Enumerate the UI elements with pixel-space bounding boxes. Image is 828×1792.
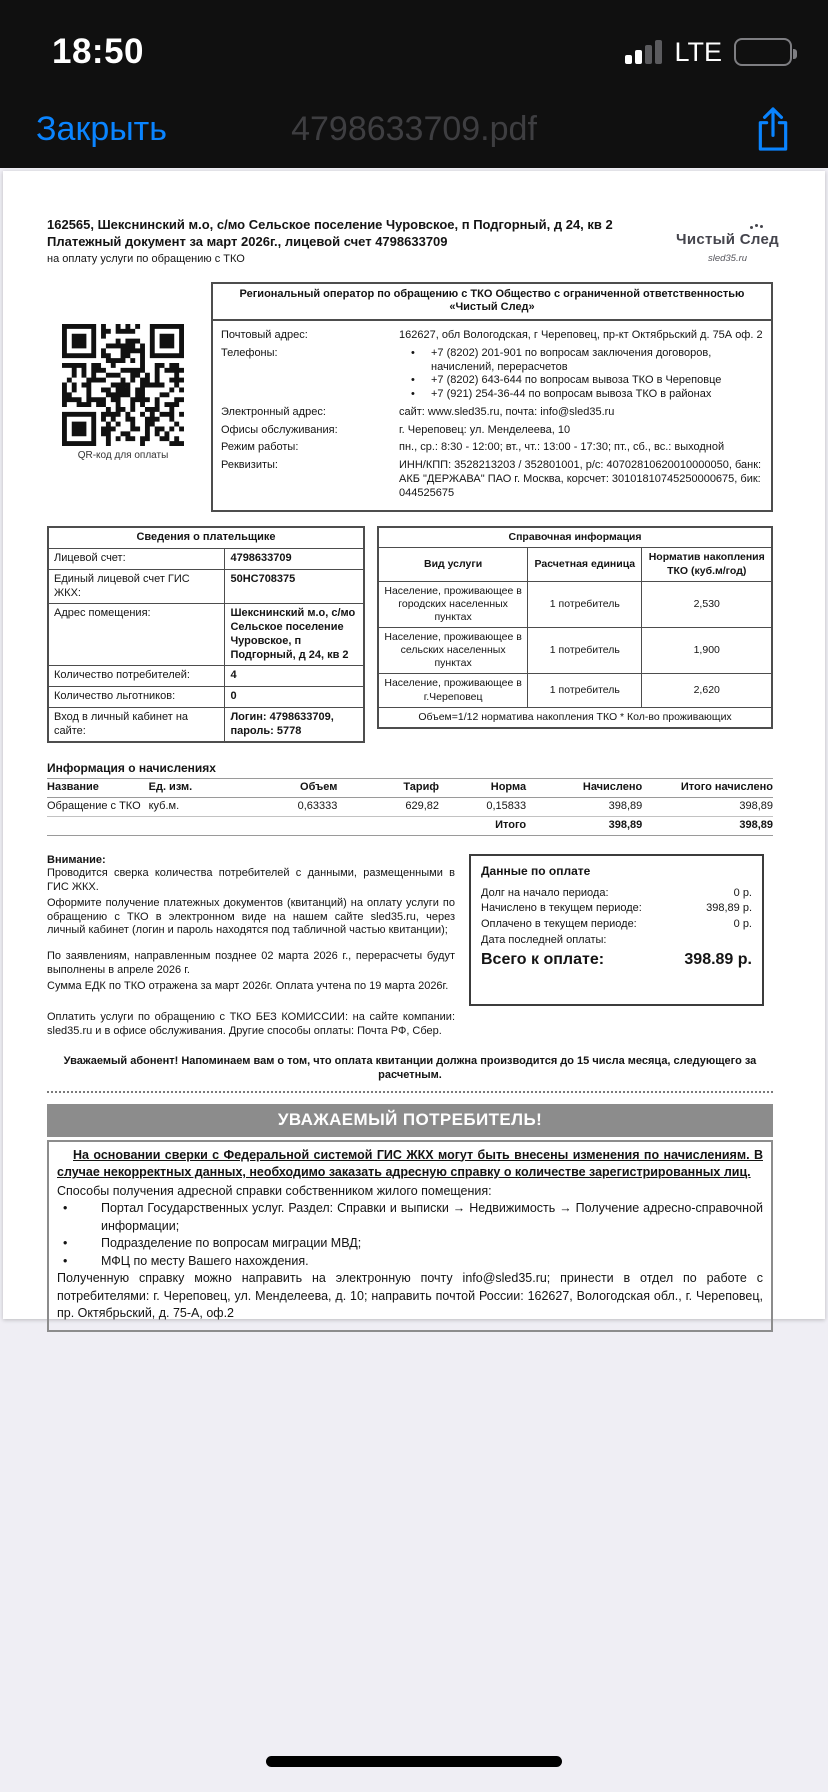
battery-icon (734, 38, 792, 66)
payment-note: Оплатить услуги по обращению с ТКО БЕЗ КОМИССИИ: на сайте компании: sled35.ru и в офисе обслуживания. Другие способы оплаты: Почта РФ, Сбер. (47, 1011, 455, 1038)
attention-title: Внимание: (47, 853, 106, 866)
table-row: Адрес помещения: Шекснинский м.о, с/мо Сельское поселение Чуровское, п Подгорный, д 24, кв 2 (48, 604, 364, 666)
email-value: сайт: www.sled35.ru, почта: info@sled35.ru (399, 405, 615, 418)
table-row: Количество льготников: 0 (48, 687, 364, 708)
postal-value: 162627, обл Вологодская, г Череповец, пр-кт Октябрьский д. 75А оф. 2 (399, 329, 763, 342)
notice-bullet: • Портал Государственных услуг. Раздел: Справки и выписки → Недвижимость → Получение адресно-справочной информации; (57, 1200, 763, 1235)
table-row: Обращение с ТКО куб.м. 0,63333 629,82 0,15833 398,89 398,89 (47, 798, 773, 817)
attention-paragraph: Оформите получение платежных документов (квитанций) на оплату услуги по обращению с ТКО в электронном виде на нашем сайте sled35.ru, через личный кабинет (логин и пароль находятся под табличной частью квитанции); (47, 896, 455, 937)
logo-site: sled35.ru (707, 252, 748, 264)
document-title: 4798633709.pdf (291, 109, 537, 148)
table-row: Лицевой счет: 4798633709 (48, 549, 364, 570)
attention-paragraph: По заявлениям, направленным позднее 02 марта 2026 г., перерасчеты будут выполнены в апреле 2026 г. (47, 950, 455, 976)
notice-lead: На основании сверки с Федеральной системой ГИС ЖКХ могут быть внесены изменения по начислениям. В случае некорректных данных, необходимо заказать адресную справку о количестве зарегистрированных лиц. (57, 1147, 763, 1180)
total-due-value: 398.89 р. (684, 951, 752, 969)
status-bar (0, 0, 828, 90)
network-type-label: LTE (674, 36, 722, 67)
table-footnote-row: Объем=1/12 норматива накопления ТКО * Кол-во проживающих (378, 707, 772, 728)
info-tables (47, 526, 773, 743)
payer-table (47, 526, 365, 743)
offices-value: г. Череповец: ул. Менделеева, 10 (399, 423, 571, 436)
reference-table (377, 526, 773, 729)
document-header (47, 217, 779, 267)
payment-row: Начислено в текущем периоде: 398,89 р. (481, 902, 752, 915)
company-logo (676, 231, 779, 265)
status-icons (625, 37, 792, 68)
table-row: Население, проживающее в сельских населенных пунктах 1 потребитель 1,900 (378, 628, 772, 674)
reference-title: Справочная информация (378, 527, 772, 548)
payment-row: Долг на начало периода: 0 р. (481, 886, 752, 899)
phone-item: • +7 (921) 254-36-44 по вопросам вывоза ТКО в районах (399, 388, 763, 402)
attention-block (47, 854, 455, 1041)
table-row: Вход в личный кабинет на сайте: Логин: 4798633709, пароль: 5778 (48, 707, 364, 742)
notice-bullet: • МФЦ по месту Вашего нахождения. (57, 1253, 763, 1271)
notice-footer: Полученную справку можно направить на электронную почту info@sled35.ru; принести в отдел по работе с потребителями: г. Череповец, ул. Менделеева, д. 10; направить почтой России: 162627, Вологодская обл., г. Череповец, пр. Октябрьский, д. 75-А, оф.2 (57, 1271, 763, 1321)
payment-row: Дата последней оплаты: (481, 934, 607, 947)
payer-title: Сведения о плательщике (48, 527, 364, 548)
accruals-table (47, 778, 773, 835)
operator-info-table (211, 282, 773, 513)
payment-doc-line: Платежный документ за март 2026г., лицевой счет 4798633709 (47, 233, 448, 249)
qr-caption: QR-код для оплаты (77, 449, 169, 461)
email-label: Электронный адрес: (221, 405, 326, 418)
share-button[interactable] (754, 104, 792, 154)
requisites-value: ИНН/КПП: 3528213203 / 352801001, р/с: 40702810620010000050, банк: АКБ "ДЕРЖАВА" ПАО г. Москва, корсчет: 30101810745250000675, бик: 044525675 (399, 459, 762, 499)
table-row: Население, проживающее в г.Череповец 1 потребитель 2,620 (378, 674, 772, 707)
table-row: Количество потребителей: 4 (48, 666, 364, 687)
phones-list (399, 347, 763, 402)
total-due: Всего к оплате: 398.89 р. (481, 951, 752, 969)
notice-ways-title: Способы получения адресной справки собственником жилого помещения: (57, 1183, 492, 1198)
table-row: Население, проживающее в городских населенных пунктах 1 потребитель 2,530 (378, 581, 772, 627)
attention-payment-section (47, 854, 773, 1041)
payment-title: Данные по оплате (481, 863, 591, 878)
requisites-label: Реквизиты: (221, 459, 278, 472)
notice-bullet: • Подразделение по вопросам миграции МВД; (57, 1235, 763, 1253)
consumer-banner: УВАЖАЕМЫЙ ПОТРЕБИТЕЛЬ! (47, 1104, 773, 1136)
recipient-address: 162565, Шекснинский м.о, с/мо Сельское поселение Чуровское, п Подгорный, д 24, кв 2 (47, 217, 613, 232)
totals-row: Итого 398,89 398,89 (47, 816, 773, 835)
service-line: на оплату услуги по обращению с ТКО (47, 252, 245, 265)
clock: 18:50 (52, 32, 145, 71)
consumer-notice-box (47, 1140, 773, 1332)
offices-label: Офисы обслуживания: (221, 423, 338, 436)
table-header-row: Название Ед. изм. Объем Тариф Норма Начислено Итого начислено (47, 779, 773, 798)
table-row: Единый лицевой счет ГИС ЖКХ: 50НС708375 (48, 569, 364, 604)
logo-text: Чистый След (676, 231, 779, 248)
share-icon (754, 104, 792, 154)
postal-label: Почтовый адрес: (221, 329, 308, 342)
attention-paragraph: Сумма ЕДК по ТКО отражена за март 2026г. Оплата учтена по 19 марта 2026г. (47, 979, 449, 992)
payment-row: Оплачено в текущем периоде: 0 р. (481, 918, 752, 931)
close-button[interactable]: Закрыть (36, 109, 167, 148)
cellular-signal-icon (625, 40, 662, 64)
pdf-scroll-area[interactable] (0, 168, 828, 1792)
operator-title: Региональный оператор по обращению с ТКО Общество с ограниченной ответственностью «Чистый След» (213, 284, 771, 322)
qr-code (59, 324, 187, 446)
phone-item: • +7 (8202) 201-901 по вопросам заключения договоров, начислений, перерасчетов (399, 347, 763, 375)
navigation-bar (0, 90, 828, 168)
operator-section (47, 282, 773, 513)
hours-label: Режим работы: (221, 441, 299, 454)
phone-item: • +7 (8202) 643-644 по вопросам вывоза ТКО в Череповце (399, 374, 763, 388)
home-indicator[interactable] (266, 1756, 562, 1767)
pdf-page (3, 171, 825, 1319)
payment-data-box (469, 854, 764, 1007)
payment-reminder: Уважаемый абонент! Напоминаем вам о том, что оплата квитанции должна производится до 15 числа месяца, следующего за расчетным. (63, 1054, 757, 1081)
accruals-title: Информация о начислениях (47, 761, 216, 776)
attention-paragraph: Проводится сверка количества потребителей с данными, размещенными в ГИС ЖКХ. (47, 867, 455, 894)
hours-value: пн., ср.: 8:30 - 12:00; вт., чт.: 13:00 - 17:30; пт., сб., вс.: выходной (399, 441, 725, 454)
phones-label: Телефоны: (221, 346, 278, 359)
dotted-separator (47, 1091, 773, 1093)
table-header-row: Вид услуги Расчетная единица Норматив накопления ТКО (куб.м/год) (378, 548, 772, 581)
accruals-section (47, 761, 773, 835)
